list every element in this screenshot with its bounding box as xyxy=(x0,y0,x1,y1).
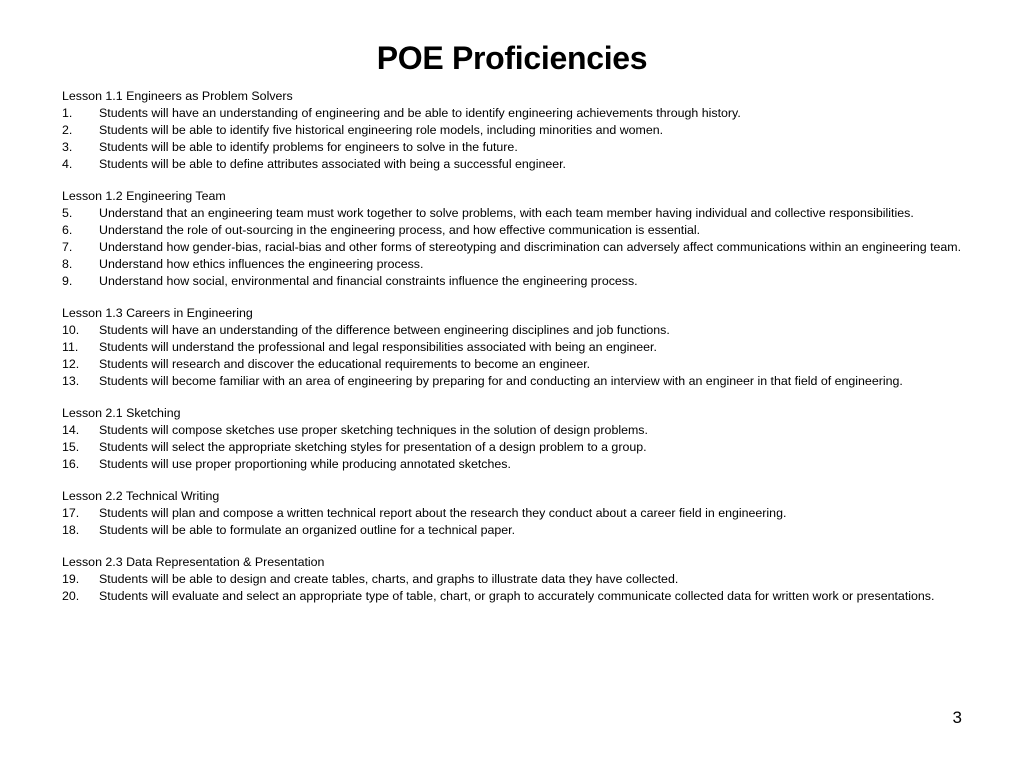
item-text: Students will select the appropriate sketching styles for presentation of a design problem to a group. xyxy=(99,440,647,454)
item-text: Students will have an understanding of the difference between engineering disciplines and job functions. xyxy=(99,323,670,337)
item-text: Students will be able to define attributes associated with being a successful engineer. xyxy=(99,157,567,171)
item-number: 20. xyxy=(62,589,80,603)
lesson-heading: Lesson 2.2 Technical Writing xyxy=(62,489,220,503)
lesson-section xyxy=(62,306,967,388)
item-number: 18. xyxy=(62,523,80,537)
item-text: Students will be able to formulate an organized outline for a technical paper. xyxy=(99,523,516,537)
list-item xyxy=(62,506,967,520)
lesson-section xyxy=(62,89,967,171)
item-text: Students will understand the professional and legal responsibilities associated with being an engineer. xyxy=(99,340,657,354)
item-number: 2. xyxy=(62,123,73,137)
lesson-heading: Lesson 2.3 Data Representation & Presentation xyxy=(62,555,325,569)
page-title: POE Proficiencies xyxy=(376,40,648,76)
item-text: Students will use proper proportioning while producing annotated sketches. xyxy=(99,457,511,471)
item-text: Students will become familiar with an area of engineering by preparing for and conducting an interview with an engineer in that field of engineering. xyxy=(99,374,903,388)
list-item xyxy=(62,357,967,371)
item-text: Understand how ethics influences the engineering process. xyxy=(99,257,424,271)
list-item xyxy=(62,274,967,288)
list-item xyxy=(62,572,967,586)
proficiency-list xyxy=(62,88,967,606)
list-item xyxy=(62,123,967,137)
item-number: 5. xyxy=(62,206,73,220)
list-item xyxy=(62,257,967,271)
item-number: 6. xyxy=(62,223,73,237)
item-number: 12. xyxy=(62,357,80,371)
item-text: Students will have an understanding of engineering and be able to identify engineering achievements through history. xyxy=(99,106,741,120)
lesson-section xyxy=(62,406,967,471)
page-number: 3 xyxy=(952,708,962,727)
item-number: 7. xyxy=(62,240,73,254)
item-text: Students will be able to design and create tables, charts, and graphs to illustrate data they have collected. xyxy=(99,572,679,586)
item-text: Students will evaluate and select an appropriate type of table, chart, or graph to accurately communicate collected data for written work or presentations. xyxy=(99,589,935,603)
item-number: 8. xyxy=(62,257,73,271)
item-text: Understand that an engineering team must work together to solve problems, with each team member having individual and collective responsibilities. xyxy=(99,206,914,220)
list-item xyxy=(62,423,967,437)
list-item xyxy=(62,457,967,471)
list-item xyxy=(62,240,967,254)
lesson-heading: Lesson 2.1 Sketching xyxy=(62,406,181,420)
list-item xyxy=(62,157,967,171)
list-item xyxy=(62,523,967,537)
item-text: Students will plan and compose a written technical report about the research they conduct about a career field in engineering. xyxy=(99,506,787,520)
list-item xyxy=(62,223,967,237)
item-text: Understand the role of out-sourcing in the engineering process, and how effective communication is essential. xyxy=(99,223,701,237)
item-number: 13. xyxy=(62,374,80,388)
lesson-section xyxy=(62,489,967,537)
item-text: Understand how social, environmental and financial constraints influence the engineering process. xyxy=(99,274,638,288)
lesson-section xyxy=(62,189,967,288)
list-item xyxy=(62,106,967,120)
item-number: 3. xyxy=(62,140,73,154)
item-text: Students will be able to identify five historical engineering role models, including minorities and women. xyxy=(99,123,664,137)
lesson-heading: Lesson 1.3 Careers in Engineering xyxy=(62,306,253,320)
list-item xyxy=(62,323,967,337)
lesson-heading: Lesson 1.2 Engineering Team xyxy=(62,189,226,203)
item-number: 4. xyxy=(62,157,73,171)
list-item xyxy=(62,140,967,154)
item-number: 15. xyxy=(62,440,80,454)
item-number: 9. xyxy=(62,274,73,288)
item-text: Students will compose sketches use proper sketching techniques in the solution of design problems. xyxy=(99,423,648,437)
item-number: 10. xyxy=(62,323,80,337)
item-number: 17. xyxy=(62,506,80,520)
list-item xyxy=(62,374,967,388)
item-text: Students will research and discover the educational requirements to become an engineer. xyxy=(99,357,591,371)
item-number: 14. xyxy=(62,423,80,437)
list-item xyxy=(62,589,967,603)
item-text: Understand how gender-bias, racial-bias and other forms of stereotyping and discrimination can adversely affect communications within an engineering team. xyxy=(99,240,962,254)
list-item xyxy=(62,340,967,354)
list-item xyxy=(62,440,967,454)
item-text: Students will be able to identify problems for engineers to solve in the future. xyxy=(99,140,518,154)
lesson-section xyxy=(62,555,967,603)
item-number: 19. xyxy=(62,572,80,586)
item-number: 11. xyxy=(62,340,79,354)
item-number: 16. xyxy=(62,457,80,471)
item-number: 1. xyxy=(62,106,73,120)
list-item xyxy=(62,206,967,220)
lesson-heading: Lesson 1.1 Engineers as Problem Solvers xyxy=(62,89,293,103)
